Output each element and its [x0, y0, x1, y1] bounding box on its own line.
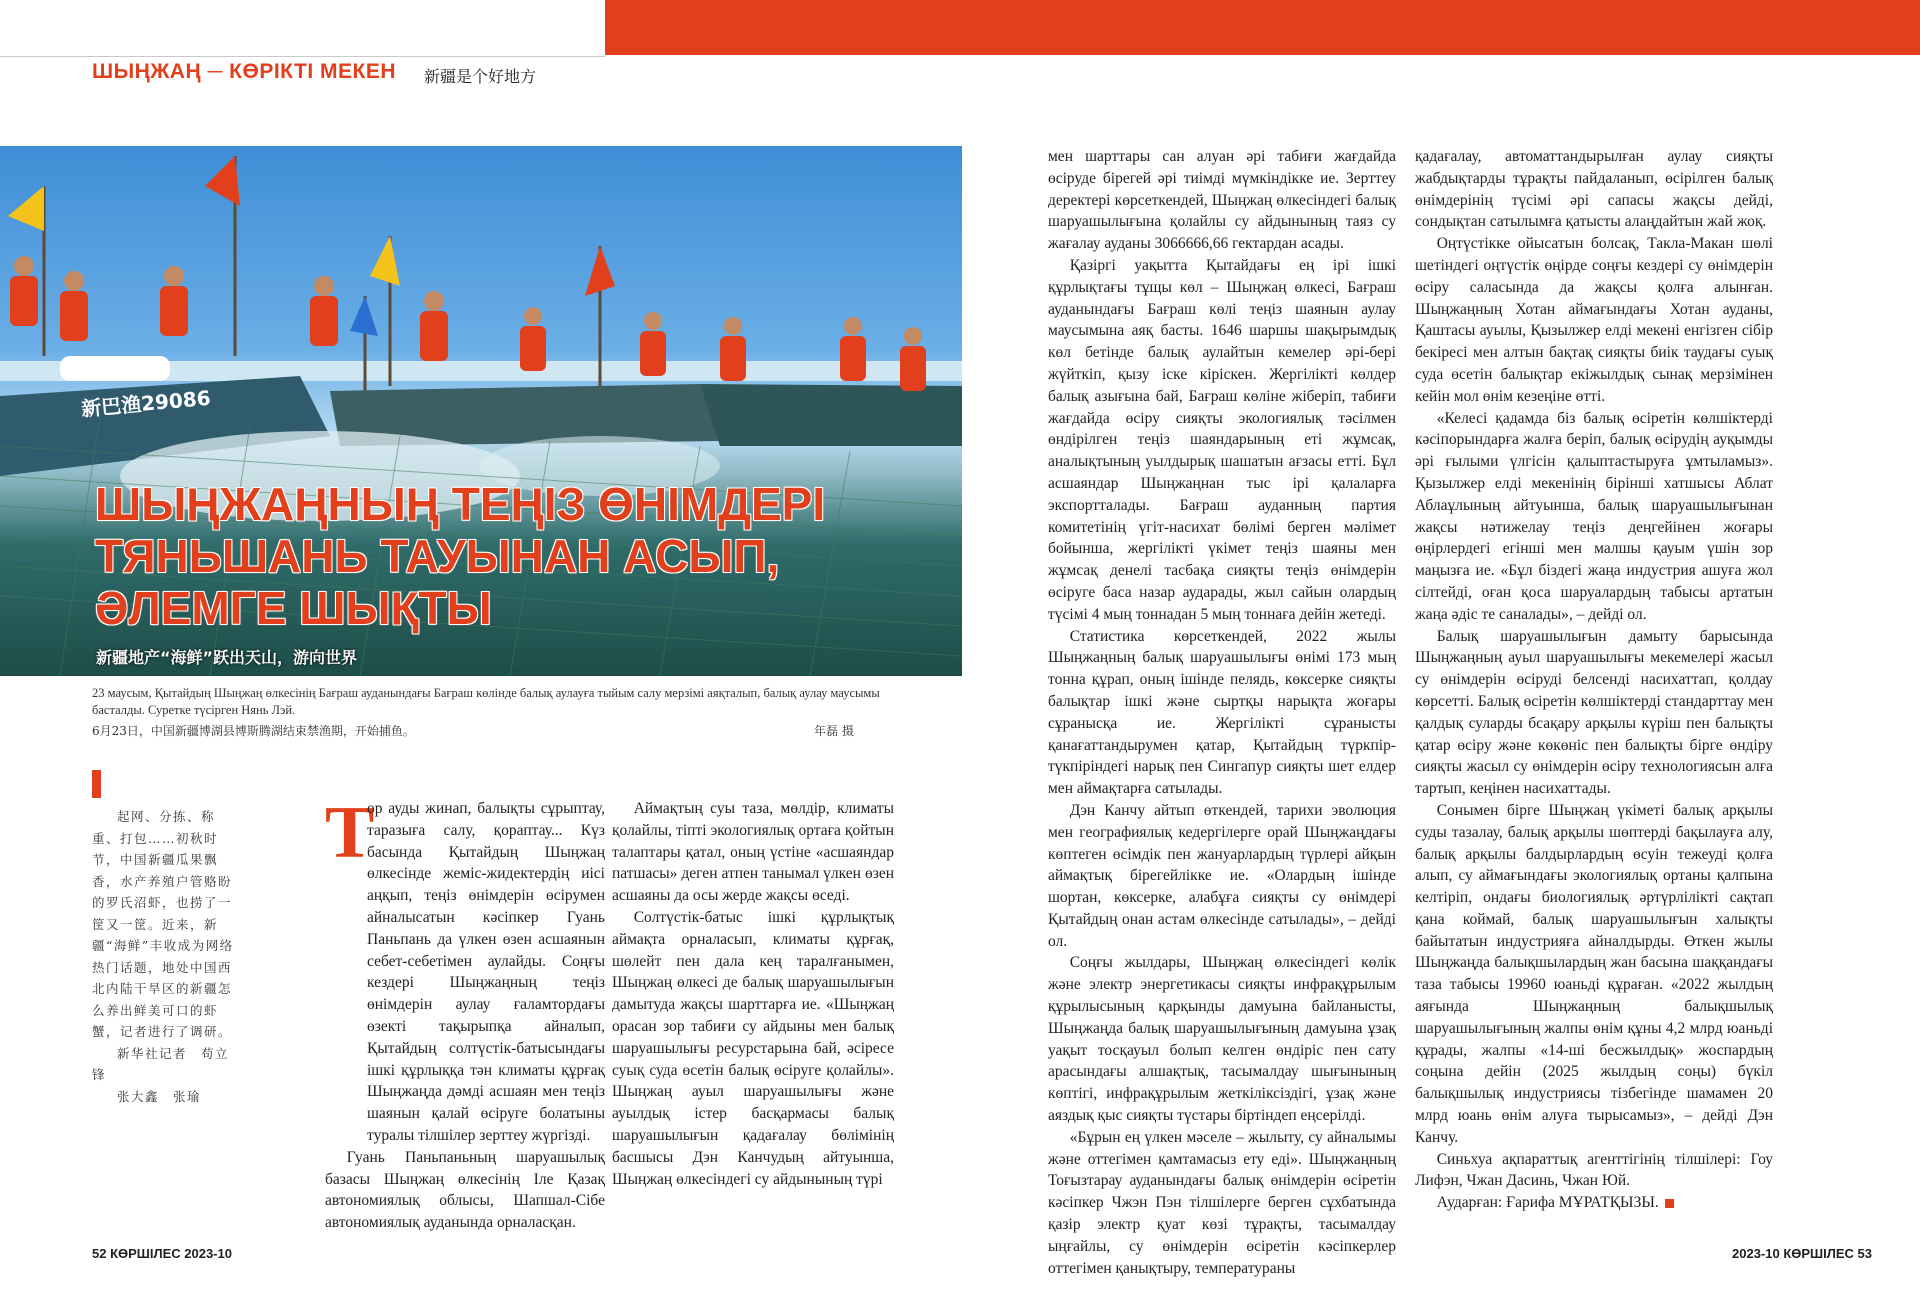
photo-caption: 23 маусым, Қытайдың Шыңжаң өлкесінің Бағраш ауданындағы Бағраш көлінде балық аулауға тыйым салу мерзімі аяқталып, балық аулау маусымы басталды. Суретке түсірген Нянь Лэй. [92, 686, 880, 717]
article-paragraph: Статистика көрсеткендей, 2022 жылы Шыңжаңның балық шаруашылығы өнімі 173 мың тонна құрап, оның ішінде пелядь, көксерке сияқты балықтар ішкі және сыртқы нарықта жоғары сұранысқа ие. Жергілікті сұранысты қанағаттандырумен қатар, Қытайдың түркпір-түкпіріндегі нарық пен Сингапур сияқты шет елдер мен аймақтарға сатылады. [1048, 627, 1396, 798]
article-paragraph: Сонымен бірге Шыңжаң үкіметі балық арқылы суды тазалау, балық арқылы шөптерді бақылауға алу, балық арқылы балдырлардың өсуін тежеуді қолға алып, су аймағындағы экологиялық ортаны қалпына келтіріп, ондағы биологиялық әртүрлілікті сақтап қана коймай, балық шаруашылығын халықты байытатын индустрияға айналдырды. Өткен жылы Шыңжаңда балықшылардың жан басына шаққандағы таза табысы 19960 юаньді құраған. «2022 жылдың аяғында Шыңжаңның балықшылық шаруашылығының жалпы өнім құны 4,2 млрд юаньді құрады, жалпы «14-ші бесжылдық» жоспардың соңына дейін (2025 жылдың соңы) бүкіл балықшылық индустриясы тізбегінде шамамен 20 млрд юань өнім алуға тырысамыз», – дейді Дэн Канчу. [1415, 801, 1773, 1146]
photo-caption-cn: 6月23日，中国新疆博湖县博斯腾湖结束禁渔期，开始捕鱼。 [92, 724, 415, 738]
boat-marking: 新巴渔29086 [80, 385, 212, 421]
drop-cap: Т [325, 792, 375, 874]
page-footer-right: 2023-10 КӨРШІЛЕС 53 [1732, 1246, 1872, 1261]
headline-line: ТЯНЬШАНЬ ТАУЫНАН АСЫП, [95, 530, 780, 582]
headline-line: ӘЛЕМГЕ ШЫҚТЫ [95, 582, 492, 634]
lead-cn-text: 起网、分拣、称重、打包……初秋时节，中国新疆瓜果飘香，水产养殖户管赂盼的罗氏沼虾，也捞了一筐又一筐。近来，新疆“海鲜”丰收成为网络热门话题，地处中国西北内陆干旱区的新疆怎么养出鲜美可口的虾蟹，记者进行了调研。 [92, 809, 234, 1039]
section-title: ШЫҢЖАҢ ─ КӨРІКТІ МЕКЕН [92, 60, 397, 83]
headline [95, 478, 955, 634]
subheadline: 新疆地产“海鲜”跃出天山，游向世界 [96, 648, 358, 667]
top-accent-bar [605, 0, 1920, 55]
article-paragraph: Қазіргі уақытта Қытайдағы ең ірі ішкі құрлықтағы тұщы көл – Шыңжаң өлкесі, Бағраш ауданындағы Бағраш көлі теңіз шаянын аулау маусымына аяқ басты. 1646 шаршы шақырымдық көл бетінде балық аулайтын кемелер әрі-бері жүйткіп, қызу іске кіріскен. Жергілікті көлдер балық азығына бай, Бағраш көліне жіберіп, табиғи жағдайда өсіру сияқты экологиялық тәсілмен өндірілген теңіз шаяндарының еті жұмсақ, аналықтының уылдырық шашатын ағзасы етті. Бұл асшаяндар Шыңжаңнан тыс ірі қалаларға экспортталады. Бағраш ауданның партия комитетінің үгіт-насихат бөлімі берген мәлімет бойынша, жергілікті үкімет теңіз шаяны мен жұмсақ денелі тасбақа сияқты теңіз өнімдерін өсіруге баса назар аударады, жыл сайын олардың түсімі 4 мың тоннадан 5 мың тоннаға дейін жетеді. [1048, 256, 1396, 623]
article-paragraph: Соңғы жылдары, Шыңжаң өлкесіндегі көлік және электр энергетикасы сияқты инфрақұрылым құрылысының қарқынды дамуына байланысты, Шыңжаңда балық шаруашылығының дамуына ұзақ уақыт тосқауыл болып келген өндіріс пен сату арасындағы алшақтық, тасымалдау шығынының көптігі, инфрақұрылым жеткіліксіздігі, ұзақ және аяздық қыс сияқты түстары біртіндеп еңсерілді. [1048, 954, 1396, 1125]
article-paragraph: Гуань Паньпаньның шаруашылық базасы Шыңжаң өлкесінің Іле Қазақ автономиялық облысы, Шапшал-Сібе автономиялық ауданында орналасқан. [325, 1148, 605, 1232]
translator-credit: Аударған: Ғарифа МҰРАТҚЫЗЫ. [1436, 1194, 1659, 1212]
article-paragraph: Дэн Канчу айтып өткендей, тарихи эволюция мен географиялық кедергілерге орай Шыңжаңдағы көптеген өсімдік пен жануарлардың түрлері айқын аймақтық бірегейлікке ие. «Олардың ішінде шортан, көксерке, алабұға сияқты су өнімдері Қытайдың онан астам өлкесінде сатылады», – дейді ол. [1048, 801, 1396, 950]
article-paragraph: Балық шаруашылығын дамыту барысында Шыңжаңның ауыл шаруашылығы мекемелері жасыл су өнімдерін өсіруді белсенді насихаттап, қолдау көрсетті. Балық өсіретін көлшіктерді стандарттау мен қалдық суларды бсақару арқылы күріш пен балықты қатар өсіру және көкөніс пен балықты бірге өндіру сияқты жасыл су өнімдерін өсіру технологиясын алға тартып, кеңінен насихаттады. [1415, 627, 1773, 798]
article-paragraph: Оңтүстікке ойысатын болсақ, Такла-Макан шөлі шетіндегі оңтүстік өңірде соңғы кездері су өнімдерін өсіру саласында да жақсы қолға алынған. Шыңжаңның Хотан аймағындағы Хотан ауданы, Қаштасы ауылы, Қызылжер елді мекені енгізген сібір бекіресі мен алтын бақтақ сияқты биік таудағы суық суда өсетін балықтар екіжылдық сынақ мерзімінен кейін мол өнім кезеңіне өтті. [1415, 235, 1773, 405]
article-column-3 [1048, 146, 1396, 1279]
article-paragraph: қадағалау, автоматтандырылған аулау сияқты жабдықтарды тұрақты пайдаланып, өсірілген балық өнімдерінің түсімі әрі сапасы жақсы дейді, сондықтан сатылымға қатысты алаңдайтын жай жоқ. [1415, 148, 1773, 231]
lead-cn-column [92, 770, 242, 1107]
page-footer-left: 52 КӨРШІЛЕС 2023-10 [92, 1246, 232, 1261]
section-subtitle: 新疆是个好地方 [424, 67, 537, 86]
article-paragraph: Аймақтың суы таза, мөлдір, климаты қолайлы, тіпті экологиялық ортаға қойтын талаптары қатал, оның үстіне «асшаяндар патшасы» деген атпен танымал үлкен өзен асшаяны да осы жерде жақсы өседі. [612, 800, 894, 905]
lead-marker [92, 770, 101, 798]
article-column-1 [325, 792, 605, 1234]
photo-credit: 年磊 摄 [814, 724, 854, 738]
article-paragraph: Солтүстік-батыс ішкі құрлықтық аймақта орналасып, климаты құрғақ, шөлейт пен дала кең таралғанымен, Шыңжаң өлкесі де балық шаруашылығын дамытуда жақсы шарттарға ие. «Шыңжаң орасан зор табиғи су айдыны мен балық шаруашылығы ресурстарына бай, әсіресе суық суда өсетін балық өсіруге қолайлы». Шыңжаң ауыл шаруашылығы және ауылдық істер басқармасы балық шаруашылығын қадағалау бөлімінің басшысы Дэн Канчудың айтуынша, Шыңжаң өлкесіндегі су айдынының түрі [612, 908, 894, 1188]
headline-line: ШЫҢЖАҢНЫҢ ТЕҢІЗ ӨНІМДЕРІ [95, 478, 826, 530]
top-divider [0, 56, 605, 57]
article-paragraph: «Бұрын ең үлкен мәселе – жылыту, су айналымы және оттегімен қамтамасыз ету еді». Шыңжаңның Тоғызтарау ауданындағы балық өнімдерін өсіретін кәсіпкер Чжэн Пэн тілшілерге берген сұхбатында қазір электр қуат көзі тұрақты, тасымалдау ыңғайлы, су өнімдерін өсіретін кәсіпкерлер оттегімен қанықтыру, температураны [1048, 1128, 1396, 1277]
article-column-4 [1415, 146, 1773, 1214]
article-paragraph: «Келесі қадамда біз балық өсіретін көлшіктерді кәсіпорындарға жалға беріп, балық өсірудің ауқымды әрі ғылыми үлгісін қалыптастыруға ұмтыламыз». Қызылжер елді мекенінің бірінші хатшысы Аблат Аблаұлының айтуынша, балық шаруашылығынан жақсы нәтижелау теңіз деңгейінен жоғары өңірлердегі егінші мен малшы қауым үшін зор маңызға ие. «Бұл біздегі жаңа индустрия ашуға жол сілтейді, оған қоса шаруалардың табысы артатын жаңа әдіс те саналады», – дейді ол. [1415, 409, 1773, 623]
article-paragraph: Синьхуа ақпараттық агенттігінің тілшілері: Гоу Лифэн, Чжан Дасинь, Чжан Юй. [1415, 1150, 1773, 1190]
article-paragraph: мен шарттары сан алуан әрі табиғи жағдайда өсіруде бірегей әрі тиімді мүмкіндікке ие. Зерттеу деректері көрсеткендей, Шыңжаң өлкесіндегі балық шаруашылығына қолайлы су айдынының таяз су жағалау ауданы 3066666,66 гектардан асады. [1048, 148, 1396, 253]
article-column-2 [612, 798, 894, 1190]
translator-line [1415, 1192, 1773, 1214]
lead-cn-byline: 张大鑫 张瑜 [117, 1088, 202, 1104]
lead-cn-byline: 新华社记者 苟立锋 [92, 1045, 230, 1082]
article-paragraph: ор ауды жинап, балықты сұрыптау, таразыға салу, қораптау... Күз басында Қытайдың Шыңжаң өлкесінде жеміс-жидектердің иісі аңқып, теңіз өнімдерін өсірумен айналысатын кәсіпкер Гуань Паньпань да үлкен өзен асшаянын себет-себетімен аулайды. Соңғы кездері Шыңжаңның теңіз өнімдерін аулау ғаламтордағы өзекті тақырыпқа айналып, Қытайдың солтүстік-батысындағы ішкі құрлыққа тән климаты құрғақ Шыңжаңда дәмді асшаян мен теңіз шаянын қалай өсіруге болатыны туралы тілшілер зерттеу жүргізді. [367, 800, 605, 1144]
red-square-icon [1665, 1199, 1674, 1208]
